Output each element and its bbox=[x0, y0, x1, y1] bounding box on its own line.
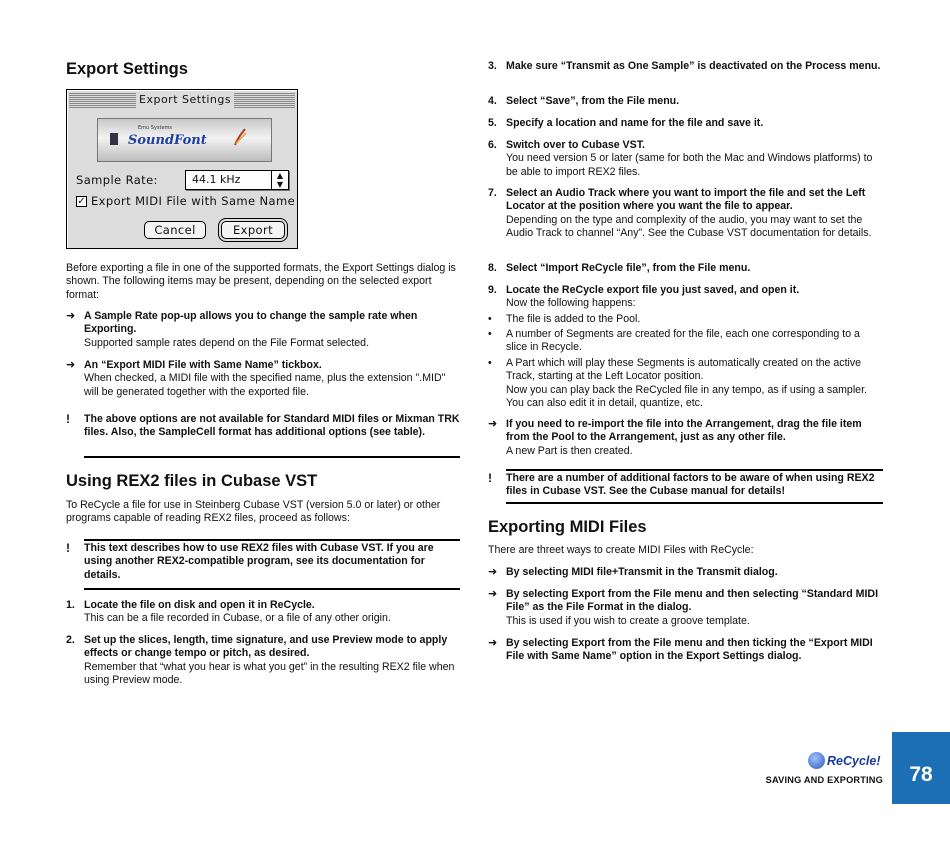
recycle-logo bbox=[808, 752, 886, 772]
item-title: By selecting Export from the File menu and then ticking the “Export MIDI File with Same Name” option in the Export Settings dialog. bbox=[506, 637, 873, 663]
warning-note bbox=[488, 472, 883, 499]
warning-rule bbox=[506, 502, 883, 504]
item-text: Supported sample rates depend on the File Format selected. bbox=[84, 336, 370, 349]
step-title: Specify a location and name for the file and save it. bbox=[506, 117, 764, 129]
item-text: This is used if you wish to create a groove template. bbox=[506, 614, 750, 627]
bullet-icon: • bbox=[488, 313, 492, 325]
warning-rule bbox=[84, 539, 460, 541]
soundfont-logo: SoundFont bbox=[128, 133, 207, 148]
step-number: 1. bbox=[66, 599, 75, 611]
arrow-icon: ➜ bbox=[488, 566, 498, 578]
list-item bbox=[488, 637, 883, 664]
step-text: Remember that “what you hear is what you get” in the resulting REX2 file when using Preview mode. bbox=[84, 660, 455, 687]
step-title: Switch over to Cubase VST. bbox=[506, 139, 645, 151]
item-title: An “Export MIDI File with Same Name” tickbox. bbox=[84, 359, 322, 371]
list-item bbox=[488, 588, 883, 628]
step-item bbox=[488, 139, 883, 179]
bullet-text: The file is added to the Pool. bbox=[506, 313, 641, 325]
chip-icon bbox=[110, 133, 118, 145]
sample-rate-label: Sample Rate: bbox=[76, 173, 158, 187]
list-item bbox=[66, 310, 460, 350]
step-title: Make sure “Transmit as One Sample” is deactivated on the Process menu. bbox=[506, 60, 881, 72]
step-title: Locate the ReCycle export file you just saved, and open it. bbox=[506, 284, 800, 296]
export-intro: Before exporting a file in one of the supported formats, the Export Settings dialog is shown. The following items may be present, depending on the selected export format: bbox=[66, 262, 456, 301]
step-item bbox=[66, 599, 460, 626]
page-number: 78 bbox=[909, 763, 933, 786]
step-item bbox=[488, 60, 883, 73]
warning-icon: ! bbox=[66, 412, 70, 426]
item-title: If you need to re-import the file into the Arrangement, drag the file item from the Pool to the Arrangement, just as any other file. bbox=[506, 418, 862, 444]
step-text: Depending on the type and complexity of the audio, you may want to set the Audio Track to channel “Any”. See the Cubase VST documentation for details. bbox=[506, 213, 872, 240]
step-item bbox=[488, 117, 883, 130]
arrow-icon: ➜ bbox=[488, 637, 498, 649]
sample-rate-popup[interactable] bbox=[185, 170, 289, 190]
check-icon: ✓ bbox=[77, 196, 86, 207]
step-number: 3. bbox=[488, 60, 497, 72]
list-item bbox=[488, 418, 883, 458]
recycle-orb-icon bbox=[808, 752, 825, 769]
warning-note bbox=[66, 413, 460, 440]
step-item bbox=[66, 634, 460, 688]
bullet-item bbox=[488, 313, 883, 326]
step-text: Now the following happens: bbox=[506, 297, 636, 310]
dialog-title-bar[interactable] bbox=[69, 92, 295, 108]
step-number: 2. bbox=[66, 634, 75, 646]
arrow-icon: ➜ bbox=[66, 310, 76, 322]
step-number: 5. bbox=[488, 117, 497, 129]
sample-rate-value: 44.1 kHz bbox=[192, 173, 241, 186]
step-item bbox=[488, 262, 883, 275]
export-settings-heading: Export Settings bbox=[66, 60, 188, 78]
list-item bbox=[66, 359, 460, 399]
banner-brand-small: Emu Systems bbox=[138, 125, 173, 131]
step-title: Select “Save”, from the File menu. bbox=[506, 95, 680, 107]
step-number: 9. bbox=[488, 284, 497, 296]
dialog-title: Export Settings bbox=[136, 92, 234, 108]
item-title: By selecting Export from the File menu and then selecting “Standard MIDI File” as the File Format in the dialog. bbox=[506, 588, 879, 614]
step-number: 7. bbox=[488, 187, 497, 199]
step-item bbox=[488, 284, 883, 311]
item-text: When checked, a MIDI file with the specified name, plus the extension ".MID" will be generated together with the exported file. bbox=[84, 372, 446, 398]
section-name: SAVING AND EXPORTING bbox=[765, 775, 883, 785]
bullet-text: A number of Segments are created for the file, each one corresponding to a slice in Recycle. bbox=[506, 328, 860, 354]
rex2-intro: To ReCycle a file for use in Steinberg Cubase VST (version 5.0 or later) or other programs capable of reading REX2 files, proceed as follows: bbox=[66, 499, 441, 525]
warning-text: There are a number of additional factors to be aware of when using REX2 files in Cubase VST. See the Cubase manual for details! bbox=[506, 472, 875, 498]
exporting-midi-heading: Exporting MIDI Files bbox=[488, 518, 647, 536]
arrow-icon: ➜ bbox=[66, 359, 76, 371]
warning-text: This text describes how to use REX2 files with Cubase VST. If you are using another REX2-compatible program, see its documentation for details. bbox=[84, 542, 434, 581]
list-item bbox=[488, 566, 883, 579]
cancel-button[interactable]: Cancel bbox=[144, 221, 206, 239]
step-title: Select an Audio Track where you want to import the file and set the Left Locator at the position where you want the file to appear. bbox=[506, 187, 866, 213]
warning-rule bbox=[84, 456, 460, 458]
export-settings-dialog bbox=[66, 89, 298, 249]
arrow-icon: ➜ bbox=[488, 588, 498, 600]
soundfont-banner bbox=[97, 118, 272, 162]
warning-icon: ! bbox=[66, 541, 70, 555]
export-button[interactable]: Export bbox=[221, 221, 285, 239]
midi-intro: There are threet ways to create MIDI Files with ReCycle: bbox=[488, 544, 754, 556]
item-title: A Sample Rate pop-up allows you to change the sample rate when Exporting. bbox=[84, 310, 418, 336]
step-number: 6. bbox=[488, 139, 497, 151]
warning-icon: ! bbox=[488, 471, 492, 485]
warning-rule bbox=[506, 469, 883, 471]
pen-logo-icon bbox=[233, 127, 247, 147]
step-title: Set up the slices, length, time signature, and use Preview mode to apply effects or change tempo or pitch, as desired. bbox=[84, 634, 448, 660]
bullet-icon: • bbox=[488, 357, 492, 369]
warning-rule bbox=[84, 588, 460, 590]
step-item bbox=[488, 95, 883, 108]
rex2-heading: Using REX2 files in Cubase VST bbox=[66, 472, 318, 490]
page-number-box bbox=[892, 732, 950, 804]
bullet-item bbox=[488, 328, 883, 355]
bullet-icon: • bbox=[488, 328, 492, 340]
step-number: 8. bbox=[488, 262, 497, 274]
step-item bbox=[488, 187, 883, 241]
step-text: You need version 5 or later (same for both the Mac and Windows platforms) to be able to import REX2 files. bbox=[506, 152, 873, 178]
warning-note bbox=[66, 542, 460, 582]
step-title: Locate the file on disk and open it in ReCycle. bbox=[84, 599, 315, 611]
step-title: Select “Import ReCycle file”, from the File menu. bbox=[506, 262, 751, 274]
step-text: This can be a file recorded in Cubase, or a file of any other origin. bbox=[84, 612, 391, 625]
recycle-logo-text: ReCycle! bbox=[827, 754, 881, 768]
arrow-icon: ➜ bbox=[488, 418, 498, 430]
item-title: By selecting MIDI file+Transmit in the Transmit dialog. bbox=[506, 566, 778, 578]
bullet-text: A Part which will play these Segments is automatically created on the active Track, starting at the Left Locator position. bbox=[506, 357, 862, 383]
export-midi-checkbox-label[interactable]: Export MIDI File with Same Name bbox=[91, 194, 296, 208]
warning-text: The above options are not available for Standard MIDI files or Mixman TRK files. Also, the SampleCell format has additional options (see table). bbox=[84, 413, 460, 439]
item-text: A new Part is then created. bbox=[506, 444, 633, 457]
after-text: Now you can play back the ReCycled file in any tempo, as if using a sampler. You can also edit it in detail, quantize, etc. bbox=[506, 383, 867, 410]
export-midi-checkbox[interactable] bbox=[76, 196, 87, 207]
popup-arrows-icon: ▲ ▼ bbox=[271, 171, 288, 189]
bullet-item bbox=[488, 357, 883, 411]
step-number: 4. bbox=[488, 95, 497, 107]
